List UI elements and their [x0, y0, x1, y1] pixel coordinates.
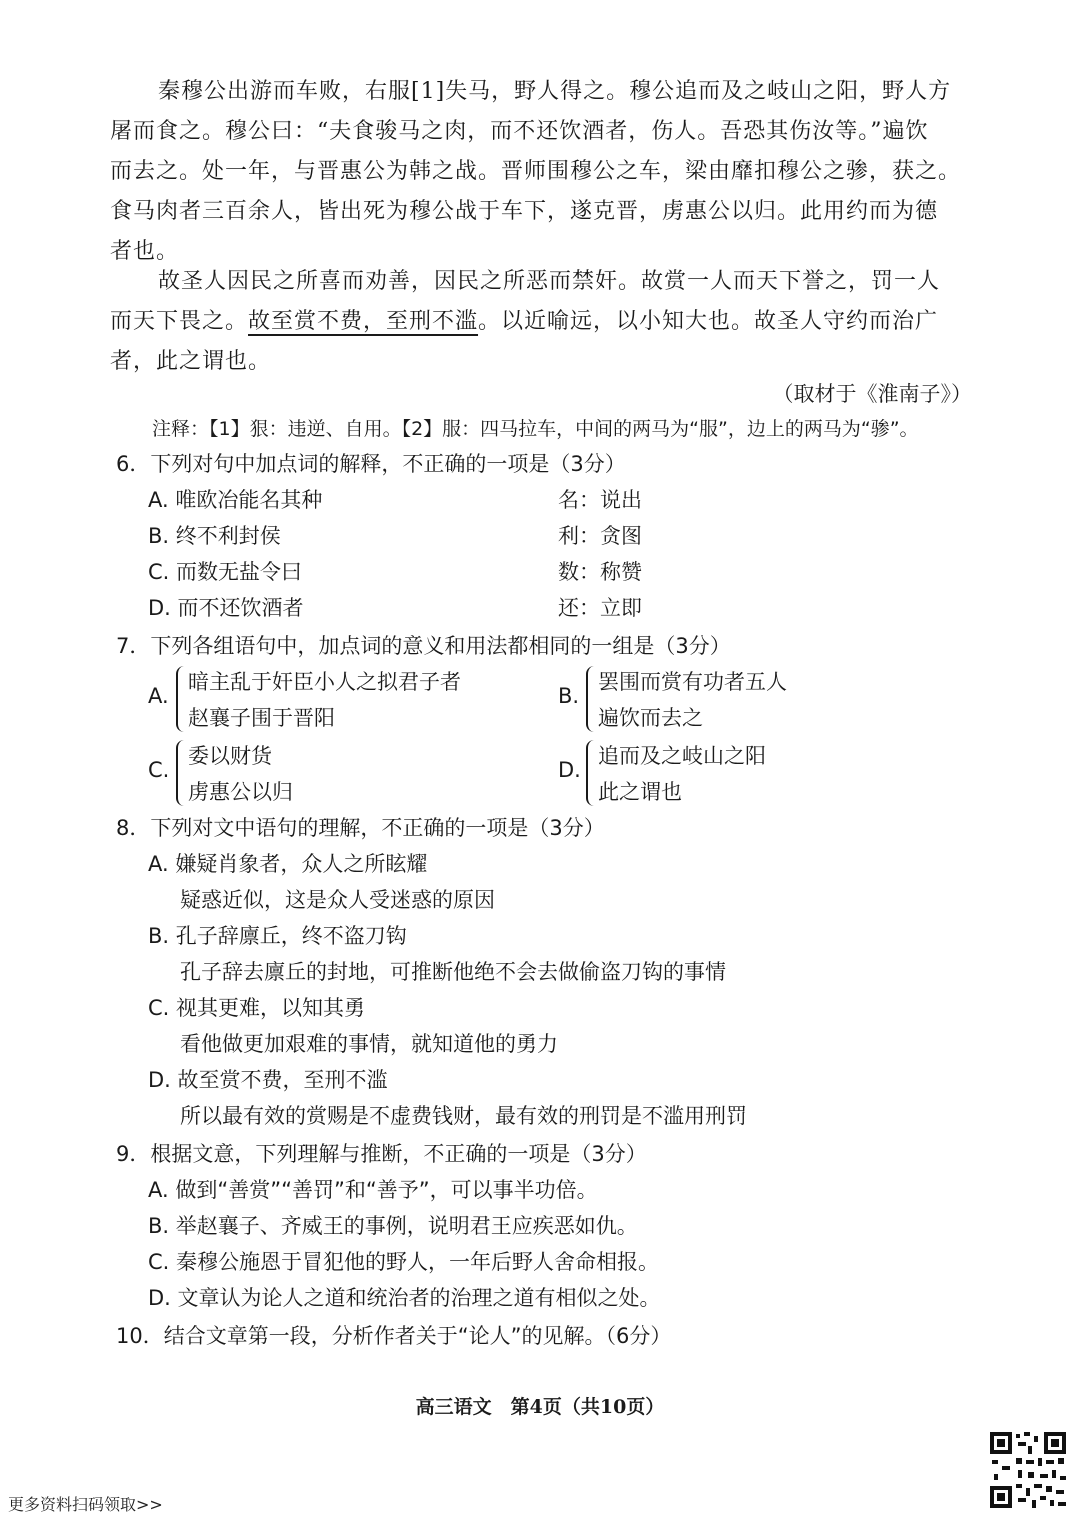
q7-letter-c: C. [148, 758, 170, 782]
q7-stem: 7．下列各组语句中，加点词的意义和用法都相同的一组是（3分） [116, 634, 731, 658]
annotation-note: 注释：【1】狠：违逆、自用。【2】服：四马拉车，中间的两马为“服”，边上的两马为“骖”。 [152, 418, 919, 440]
brace-icon [176, 666, 188, 732]
q7-d-line-2: 此之谓也 [598, 780, 682, 804]
more-resources-link[interactable]: 更多资料扫码领取>> [8, 1495, 163, 1514]
q8-item-b: B. 孔子辞廪丘，终不盗刀钩 [148, 924, 407, 948]
q6-stem: 6．下列对句中加点词的解释，不正确的一项是（3分） [116, 452, 626, 476]
q8-explain-d: 所以最有效的赏赐是不虚费钱财，最有效的刑罚是不滥用刑罚 [180, 1104, 747, 1128]
q6-gloss-c: 数：称赞 [558, 560, 642, 584]
passage-line-1: 秦穆公出游而车败，右服[1]失马，野人得之。穆公追而及之岐山之阳，野人方 [158, 79, 952, 104]
q7-a-line-1: 暗主乱于奸臣小人之拟君子者 [188, 670, 461, 694]
q7-c-line-1: 委以财货 [188, 744, 272, 768]
q8-stem: 8．下列对文中语句的理解，不正确的一项是（3分） [116, 816, 605, 840]
passage-p2-line-1: 故圣人因民之所喜而劝善，因民之所恶而禁奸。故赏一人而天下誉之，罚一人 [158, 269, 941, 294]
passage-line-3: 而去之。处一年，与晋惠公为韩之战。晋师围穆公之车，梁由靡扣穆公之骖，获之。 [110, 159, 962, 184]
q7-c-line-2: 虏惠公以归 [188, 780, 293, 804]
brace-icon [586, 666, 598, 732]
page-footer: 高三语文 第4页（共10页） [415, 1396, 665, 1418]
q7-d-line-1: 追而及之岐山之阳 [598, 744, 766, 768]
q6-option-d: D. 而不还饮酒者 [148, 596, 304, 620]
passage-p2-post: 。以近喻远，以小知大也。故圣人守约而治广 [478, 309, 939, 334]
q6-gloss-a: 名：说出 [558, 488, 642, 512]
q8-item-c: C. 视其更难，以知其勇 [148, 996, 366, 1020]
q6-option-a: A. 唯欧冶能名其种 [148, 488, 323, 512]
q7-a-line-2: 赵襄子围于晋阳 [188, 706, 335, 730]
q7-letter-b: B. [558, 684, 580, 708]
q7-group-b [558, 664, 958, 736]
passage-line-5: 者也。 [110, 239, 180, 264]
q9-option-d: D. 文章认为论人之道和统治者的治理之道有相似之处。 [148, 1286, 661, 1310]
passage-p2-line-3: 者，此之谓也。 [110, 349, 272, 374]
q9-stem: 9．根据文意，下列理解与推断，不正确的一项是（3分） [116, 1142, 647, 1166]
q7-letter-d: D. [558, 758, 581, 782]
passage-line-4: 食马肉者三百余人，皆出死为穆公战于车下，遂克晋，虏惠公以归。此用约而为德 [110, 199, 939, 224]
qr-code-icon[interactable] [988, 1430, 1068, 1510]
brace-icon [586, 740, 598, 806]
q10-stem: 10．结合文章第一段，分析作者关于“论人”的见解。（6分） [116, 1324, 672, 1348]
passage-line-2: 屠而食之。穆公曰：“夫食骏马之肉，而不还饮酒者，伤人。吾恐其伤汝等。”遍饮 [110, 119, 929, 144]
q8-explain-c: 看他做更加艰难的事情，就知道他的勇力 [180, 1032, 558, 1056]
passage-p2-pre: 而天下畏之。 [110, 309, 249, 334]
source-citation: （取材于《淮南子》） [772, 382, 972, 406]
q9-option-b: B. 举赵襄子、齐威王的事例，说明君王应疾恶如仇。 [148, 1214, 638, 1238]
q7-group-d [558, 738, 958, 810]
q9-option-a: A. 做到“善赏”“善罚”和“善予”，可以事半功倍。 [148, 1178, 598, 1202]
q8-item-a: A. 嫌疑肖象者，众人之所眩耀 [148, 852, 428, 876]
brace-icon [176, 740, 188, 806]
q7-letter-a: A. [148, 684, 169, 708]
q8-item-d: D. 故至赏不费，至刑不滥 [148, 1068, 388, 1092]
underlined-sentence: 故至赏不费，至刑不滥 [248, 309, 479, 334]
q7-b-line-1: 罢围而赏有功者五人 [598, 670, 787, 694]
q9-option-c: C. 秦穆公施恩于冒犯他的野人，一年后野人舍命相报。 [148, 1250, 660, 1274]
q7-b-line-2: 遍饮而去之 [598, 706, 703, 730]
q8-explain-b: 孔子辞去廪丘的封地，可推断他绝不会去做偷盗刀钩的事情 [180, 960, 726, 984]
q6-option-c: C. 而数无盐令曰 [148, 560, 303, 584]
q7-group-c [148, 738, 548, 810]
passage-p2-line-2 [110, 302, 980, 342]
q6-gloss-d: 还：立即 [558, 596, 642, 620]
q6-gloss-b: 利：贪图 [558, 524, 642, 548]
q7-group-a [148, 664, 548, 736]
q6-option-b: B. 终不利封侯 [148, 524, 281, 548]
q8-explain-a: 疑惑近似，这是众人受迷惑的原因 [180, 888, 495, 912]
